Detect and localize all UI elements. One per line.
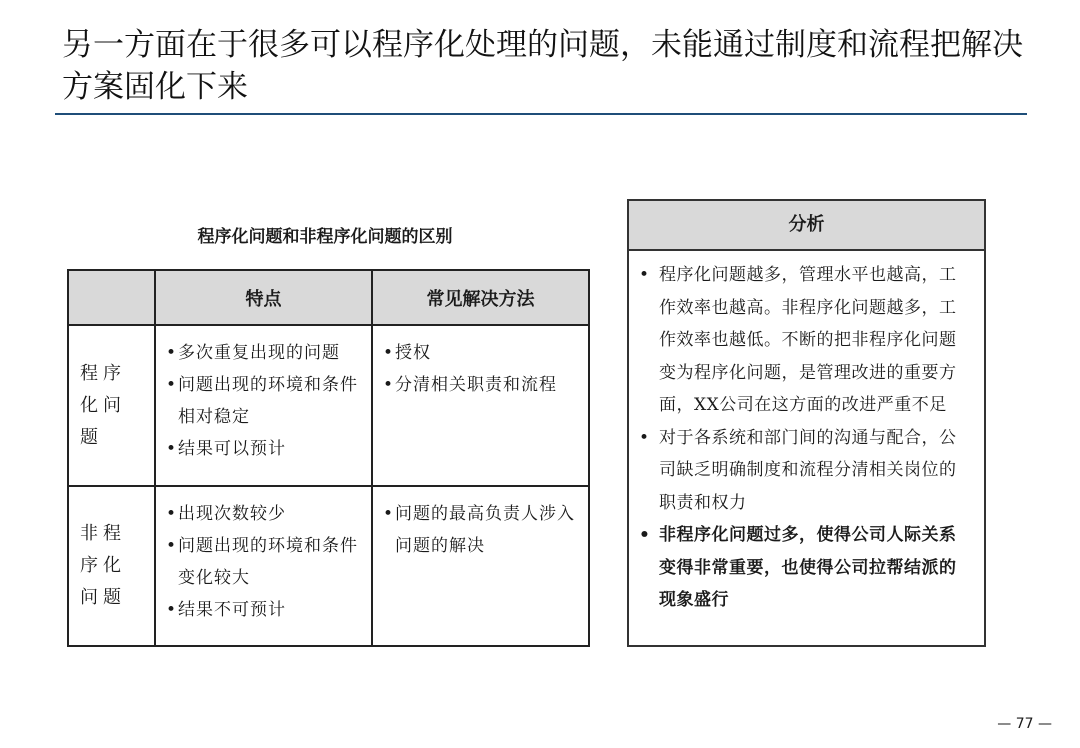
analysis-list: [629, 251, 984, 617]
solutions-cell: [372, 486, 589, 646]
row-label-nonprogrammed: 非程序化问题: [68, 486, 155, 646]
table-row: [68, 486, 589, 646]
comparison-table: [67, 269, 590, 647]
analysis-point: • 程序化问题越多，管理水平也越高，工作效率也越高。非程序化问题越多，工作效率也越低。不断的把非程序化问题变为程序化问题，是管理改进的重要方面，XX公司在这方面的改进严重不足: [639, 259, 972, 422]
list-item: • 出现次数较少: [166, 498, 364, 530]
list-item: • 分清相关职责和流程: [383, 369, 581, 401]
analysis-point: • 对于各系统和部门间的沟通与配合，公司缺乏明确制度和流程分清相关岗位的职责和权力: [639, 422, 972, 520]
table-header-row: [68, 270, 589, 325]
row-label-programmed: 程序化问题: [68, 325, 155, 486]
features-cell: [155, 486, 372, 646]
solutions-cell: [372, 325, 589, 486]
header-cell-empty: [68, 270, 155, 325]
list-item: • 多次重复出现的问题: [166, 337, 364, 369]
table-caption: 程序化问题和非程序化问题的区别: [197, 227, 453, 247]
list-item: • 结果不可预计: [166, 594, 364, 626]
analysis-point-emphasis: • 非程序化问题过多，使得公司人际关系变得非常重要，也使得公司拉帮结派的现象盛行: [639, 519, 972, 617]
page-number: — 77 —: [997, 716, 1052, 732]
list-item: • 问题出现的环境和条件相对稳定: [166, 369, 364, 433]
list-item: • 结果可以预计: [166, 433, 364, 465]
table-row: [68, 325, 589, 486]
analysis-panel: [627, 199, 986, 647]
header-cell-solutions: 常见解决方法: [372, 270, 589, 325]
title-divider: [55, 113, 1027, 115]
slide-title: 另一方面在于很多可以程序化处理的问题，未能通过制度和流程把解决方案固化下来: [62, 27, 1023, 105]
features-cell: [155, 325, 372, 486]
header-cell-features: 特点: [155, 270, 372, 325]
list-item: • 问题出现的环境和条件变化较大: [166, 530, 364, 594]
list-item: • 问题的最高负责人涉入问题的解决: [383, 498, 581, 562]
list-item: • 授权: [383, 337, 581, 369]
analysis-heading: 分析: [629, 201, 984, 251]
